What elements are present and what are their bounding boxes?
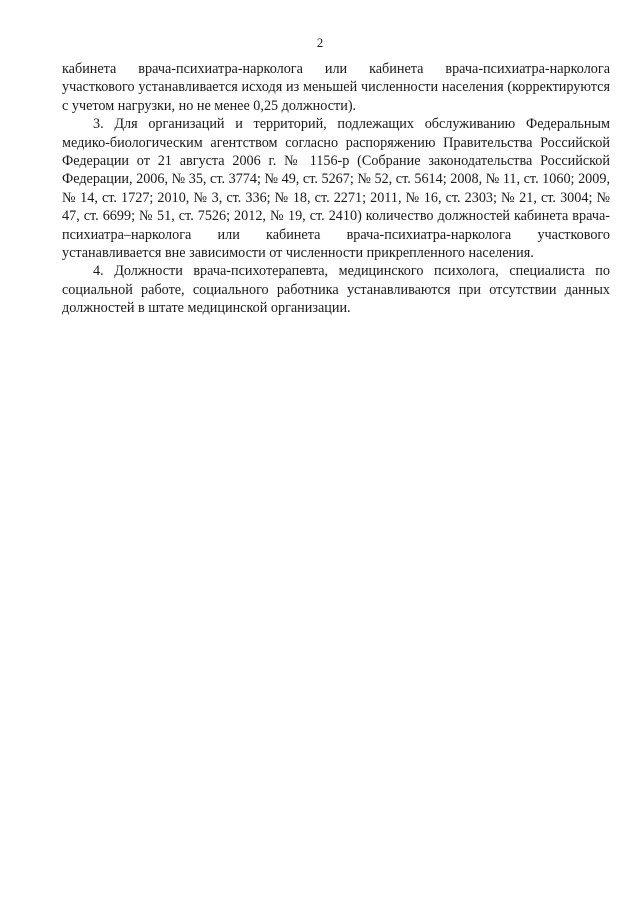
paragraph-item-3: 3. Для организаций и территорий, подлежащих обслуживанию Федеральным медико-биологическим агентством согласно распоряжению Правительства Российской Федерации от 21 августа 2006 г. № 1156-р (Собрание законодательства Российской Федерации, 2006, № 35, ст. 3774; № 49, ст. 5267; № 52, ст. 5614; 2008, № 11, ст. 1060; 2009, № 14, ст. 1727; 2010, № 3, ст. 336; № 18, ст. 2271; 2011, № 16, ст. 2303; № 21, ст. 3004; № 47, ст. 6699; № 51, ст. 7526; 2012, № 19, ст. 2410) количество должностей кабинета врача-психиатра–нарколога или кабинета врача-психиатра-нарколога участкового устанавливается вне зависимости от численности прикрепленного населения.	[62, 116, 610, 262]
document-body	[62, 60, 610, 318]
paragraph-continuation: кабинета врача-психиатра-нарколога или кабинета врача-психиатра-нарколога участкового устанавливается исходя из меньшей численности населения (корректируются с учетом нагрузки, но не менее 0,25 должности).	[62, 61, 610, 114]
paragraph-item-4: 4. Должности врача-психотерапевта, медицинского психолога, специалиста по социальной работе, социального работника устанавливаются при отсутствии данных должностей в штате медицинской организации.	[62, 263, 610, 317]
page-number: 2	[316, 35, 324, 50]
